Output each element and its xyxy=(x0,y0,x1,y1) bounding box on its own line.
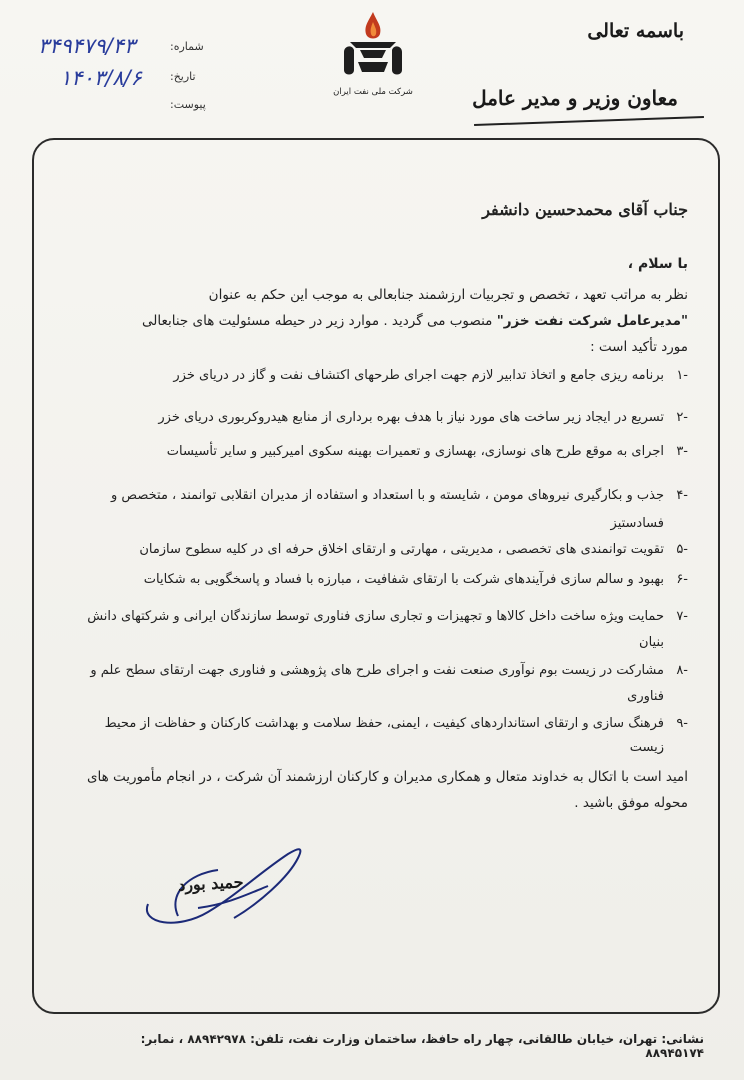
logo-caption: شرکت ملی نفت ایران xyxy=(333,87,413,97)
list-item xyxy=(84,572,688,604)
list-item xyxy=(84,410,688,444)
item-number: -۷ xyxy=(676,609,688,624)
footer-address: نشانی: تهران، خیابان طالقانی، چهار راه حافظ، ساختمان وزارت نفت، تلفن: ۸۸۹۴۲۹۷۸ ، نمابر: ۸۸۹۴۵۱۷۴ xyxy=(140,1032,704,1060)
item-number: -۲ xyxy=(676,410,688,425)
list-item xyxy=(84,604,688,658)
list-item xyxy=(84,368,688,410)
list-item xyxy=(84,444,688,482)
number-label: شماره: xyxy=(170,40,204,53)
item-number: -۳ xyxy=(676,444,688,459)
item-number: -۴ xyxy=(676,488,688,503)
item-number: -۶ xyxy=(676,572,688,587)
item-number: -۱ xyxy=(676,368,688,383)
closing-paragraph: امید است با اتکال به خداوند متعال و همکاری مدیران و کارکنان ارزشمند آن شرکت ، در انجام مأموریت های محوله موفق باشید . xyxy=(86,769,688,811)
list-item xyxy=(84,482,688,542)
item-number: -۹ xyxy=(676,716,688,731)
letter-date-handwritten: ۱۴۰۳/۸/۶ xyxy=(60,66,142,90)
intro-line-2-text: منصوب می گردید . موارد زیر در حیطه مسئولیت های جنابعالی xyxy=(141,313,493,329)
intro-line-2 xyxy=(80,308,688,334)
intro-line-3: مورد تأکید است : xyxy=(590,339,688,355)
list-item xyxy=(84,658,688,712)
intro-line-1: نظر به مراتب تعهد ، تخصص و تجربیات ارزشمند جنابعالی به موجب این حکم به عنوان xyxy=(208,287,688,303)
signature-name: حمید بورد xyxy=(177,872,244,895)
item-text: بهبود و سالم سازی فرآیندهای شرکت با ارتقای شفافیت ، مبارزه با فساد و پاسخگویی به شکایات xyxy=(143,572,664,587)
item-text: جذب و بکارگیری نیروهای مومن ، شایسته و با استعداد و استفاده از مدیران انقلابی توانمند ، متخصص و فسادستیز xyxy=(111,488,664,531)
duties-list xyxy=(84,368,688,758)
item-text: تسریع در ایجاد زیر ساخت های مورد نیاز با هدف بهره برداری از منابع هیدروکربوری دریای خزر xyxy=(158,410,664,425)
item-number: -۵ xyxy=(676,542,688,557)
attachment-label: پیوست: xyxy=(170,98,206,111)
item-text: مشارکت در زیست بوم نوآوری صنعت نفت و اجرای طرح های پژوهشی و فناوری جهت ارتقای سطح علم و فناوری xyxy=(90,663,664,704)
addressee: جناب آقای محمدحسین دانشفر xyxy=(482,200,688,219)
item-text: اجرای به موقع طرح های نوسازی، بهسازی و تعمیرات بهینه سکوی امیرکبیر و سایر تأسیسات xyxy=(166,444,664,459)
list-item xyxy=(84,542,688,572)
item-number: -۸ xyxy=(676,663,688,678)
item-text: برنامه ریزی جامع و اتخاذ تدابیر لازم جهت اجرای طرحهای اکتشاف نفت و گاز در دریای خزر xyxy=(173,368,664,383)
position-title: "مدیرعامل شرکت نفت خزر" xyxy=(496,313,688,329)
letter-number-handwritten: ۳۴۹۴۷۹/۴۳ xyxy=(38,34,136,58)
title-underline xyxy=(474,116,704,126)
basmeh-heading: باسمه تعالی xyxy=(587,20,684,42)
nioc-logo-icon xyxy=(330,8,416,104)
date-label: تاریخ: xyxy=(170,70,196,83)
item-text: تقویت توانمندی های تخصصی ، مدیریتی ، مهارتی و ارتقای اخلاق حرفه ای در کلیه سطوح سازمان xyxy=(139,542,664,557)
item-text: حمایت ویژه ساخت داخل کالاها و تجهیزات و تجاری سازی فناوری توسط سازندگان ایرانی و شرکتهای دانش بنیان xyxy=(87,609,664,650)
office-title: معاون وزیر و مدیر عامل xyxy=(472,86,678,110)
signature xyxy=(138,834,308,944)
list-item xyxy=(84,712,688,758)
greeting: با سلام ، xyxy=(627,256,688,272)
item-text: فرهنگ سازی و ارتقای استانداردهای کیفیت ، ایمنی، حفظ سلامت و بهداشت کارکنان و حفاظت از محیط زیست xyxy=(104,716,664,755)
intro-paragraph xyxy=(80,282,688,360)
